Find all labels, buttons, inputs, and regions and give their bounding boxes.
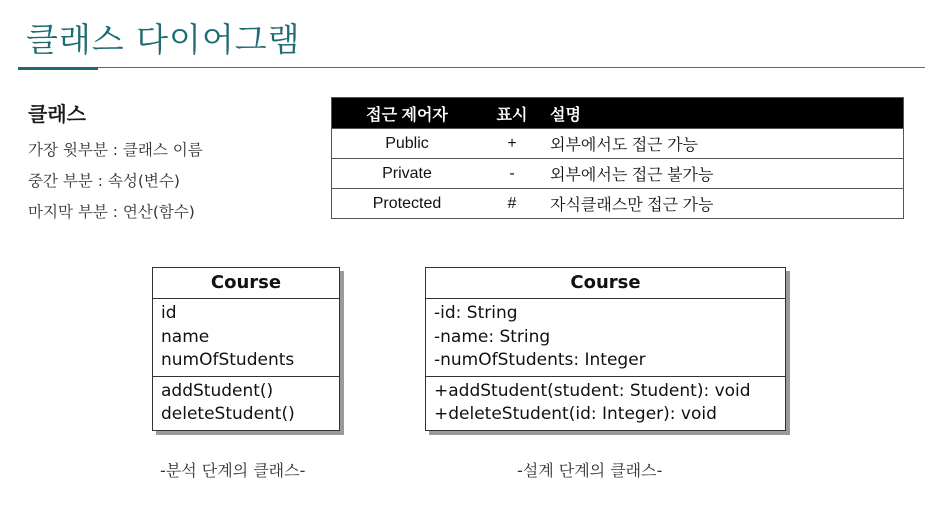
operation-item: +addStudent(student: Student): void [434, 380, 751, 401]
info-line-top: 가장 윗부분 : 클래스 이름 [28, 141, 203, 159]
cell-modifier: Private [332, 159, 483, 189]
header-symbol: 표시 [482, 98, 542, 129]
attribute-item: -name: String [434, 326, 551, 347]
operations-section [153, 376, 339, 430]
table-row [332, 159, 904, 189]
operation-item: addStudent() [161, 380, 274, 401]
page-title: 클래스 다이어그램 [26, 20, 301, 59]
design-class-box [425, 267, 786, 431]
cell-description: 자식클래스만 접근 가능 [542, 189, 904, 219]
attribute-item: -id: String [434, 303, 518, 323]
class-structure-heading: 클래스 [28, 102, 86, 126]
class-structure-info [28, 98, 203, 228]
title-divider [18, 67, 925, 68]
analysis-caption: -분석 단계의 클래스- [160, 461, 306, 480]
access-modifier-table [331, 97, 904, 219]
attributes-section [153, 299, 339, 376]
attribute-item: -numOfStudents: Integer [434, 350, 646, 370]
class-name: Course [153, 268, 339, 299]
attribute-item: numOfStudents [161, 350, 295, 370]
operation-item: +deleteStudent(id: Integer): void [434, 404, 717, 424]
design-caption: -설계 단계의 클래스- [517, 461, 663, 480]
table-header-row [332, 98, 904, 129]
operations-section [426, 376, 785, 430]
title-accent-bar [18, 67, 98, 70]
cell-description: 외부에서도 접근 가능 [542, 129, 904, 159]
info-line-bottom: 마지막 부분 : 연산(함수) [28, 203, 195, 221]
header-description: 설명 [542, 98, 904, 129]
operation-item: deleteStudent() [161, 404, 295, 424]
attribute-item: id [161, 303, 177, 323]
class-name: Course [426, 268, 785, 299]
cell-symbol: - [482, 159, 542, 189]
cell-description: 외부에서는 접근 불가능 [542, 159, 904, 189]
attributes-section [426, 299, 785, 376]
cell-symbol: # [482, 189, 542, 219]
table-row [332, 129, 904, 159]
info-line-middle: 중간 부분 : 속성(변수) [28, 172, 180, 190]
cell-modifier: Protected [332, 189, 483, 219]
header-modifier: 접근 제어자 [332, 98, 483, 129]
attribute-item: name [161, 326, 210, 347]
analysis-class-box [152, 267, 340, 431]
table-row [332, 189, 904, 219]
cell-modifier: Public [332, 129, 483, 159]
cell-symbol: + [482, 129, 542, 159]
